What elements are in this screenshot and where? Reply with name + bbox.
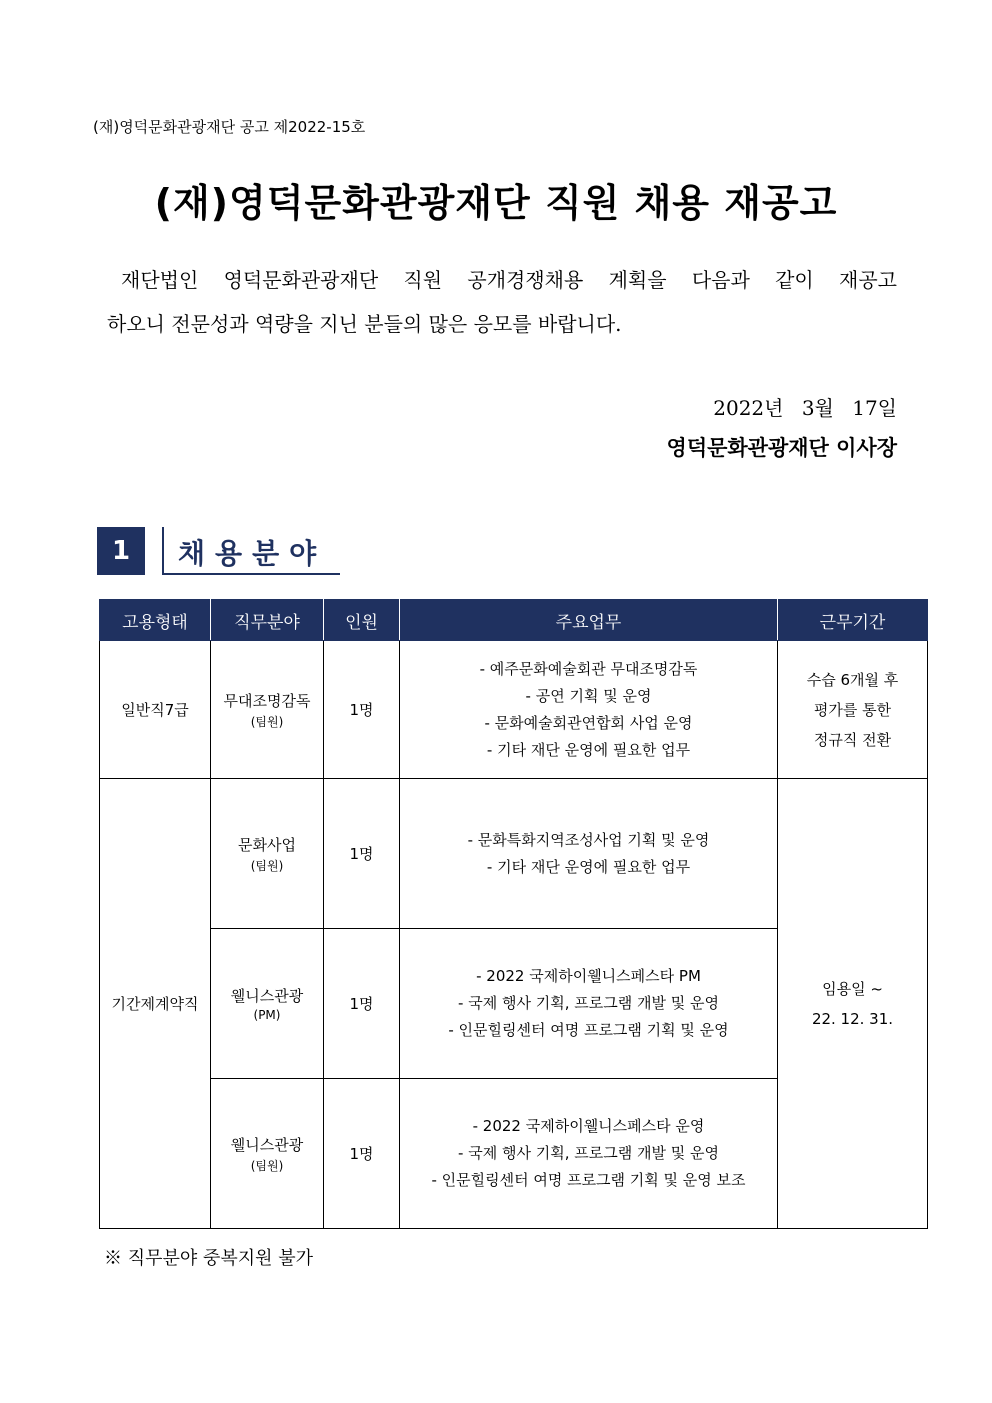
headcount-cell: 1명 (324, 929, 400, 1079)
duty-item: - 국제 행사 기획, 프로그램 개발 및 운영 (458, 1144, 719, 1162)
intro-paragraph (107, 258, 897, 346)
job-field-cell (211, 929, 324, 1079)
duties-cell (400, 779, 778, 929)
duty-item: - 인문힐링센터 여명 프로그램 기획 및 운영 보조 (431, 1171, 746, 1189)
header-employment-type: 고용형태 (100, 600, 211, 641)
employment-type-cell: 일반직7급 (100, 641, 211, 779)
job-field-name: 웰니스관광 (230, 1135, 304, 1154)
section-title: 채용분야 (178, 537, 327, 570)
duty-item: - 기타 재단 운영에 필요한 업무 (486, 857, 691, 876)
duty-item: - 인문힐링센터 여명 프로그램 기획 및 운영 (448, 1021, 729, 1039)
recruitment-table (99, 599, 928, 1229)
headcount-cell: 1명 (324, 779, 400, 929)
job-field-role: (팀원) (250, 858, 284, 873)
duty-item: - 문화특화지역조성사업 기획 및 운영 (467, 830, 710, 849)
header-work-period: 근무기간 (778, 600, 928, 641)
work-period-cell (778, 779, 928, 1229)
header-job-field: 직무분야 (211, 600, 324, 641)
header-main-duties: 주요업무 (400, 600, 778, 641)
duties-cell (400, 929, 778, 1079)
header-headcount: 인원 (324, 600, 400, 641)
duty-item: - 2022 국제하이웰니스페스타 운영 (472, 1117, 705, 1135)
job-field-name: 문화사업 (238, 835, 296, 854)
job-field-name: 무대조명감독 (223, 691, 311, 710)
table-header-row (100, 600, 928, 641)
intro-line: 하오니 전문성과 역량을 지닌 분들의 많은 응모를 바랍니다. (107, 312, 622, 336)
duty-item: - 2022 국제하이웰니스페스타 PM (476, 967, 701, 985)
duty-item: - 국제 행사 기획, 프로그램 개발 및 운영 (458, 994, 719, 1012)
job-field-role: (팀원) (250, 714, 284, 729)
job-field-role: (PM) (253, 1008, 281, 1022)
employment-type-cell: 기간제계약직 (100, 779, 211, 1229)
duties-cell (400, 641, 778, 779)
duties-cell (400, 1079, 778, 1229)
section-underline (162, 573, 340, 575)
section-divider (162, 527, 164, 575)
intro-line: 재단법인 영덕문화관광재단 직원 공개경쟁채용 계획을 다음과 같이 재공고 (121, 268, 897, 292)
duty-item: - 문화예술회관연합회 사업 운영 (484, 713, 693, 732)
headcount-cell: 1명 (324, 641, 400, 779)
period-line: 임용일 ~ (822, 979, 883, 998)
job-field-name: 웰니스관광 (230, 987, 304, 1005)
job-field-role: (팀원) (250, 1158, 284, 1173)
period-line: 수습 6개월 후 (806, 670, 899, 689)
notice-number: (재)영덕문화관광재단 공고 제2022-15호 (93, 118, 366, 136)
footnote: ※ 직무분야 중복지원 불가 (104, 1248, 314, 1269)
work-period-cell (778, 641, 928, 779)
period-line: 평가를 통한 (813, 700, 892, 719)
issue-date: 2022년 3월 17일 (713, 396, 897, 420)
job-field-cell (211, 641, 324, 779)
duty-item: - 공연 기획 및 운영 (525, 686, 652, 705)
duty-item: - 기타 재단 운영에 필요한 업무 (486, 740, 691, 759)
page-title: (재)영덕문화관광재단 직원 채용 재공고 (154, 181, 838, 225)
section-number: 1 (97, 527, 145, 575)
table-row (100, 779, 928, 929)
period-line: 22. 12. 31. (811, 1009, 894, 1028)
duty-item: - 예주문화예술회관 무대조명감독 (479, 659, 698, 678)
table-row (100, 641, 928, 779)
signer: 영덕문화관광재단 이사장 (666, 435, 897, 460)
job-field-cell (211, 779, 324, 929)
headcount-cell: 1명 (324, 1079, 400, 1229)
job-field-cell (211, 1079, 324, 1229)
period-line: 정규직 전환 (813, 730, 892, 749)
